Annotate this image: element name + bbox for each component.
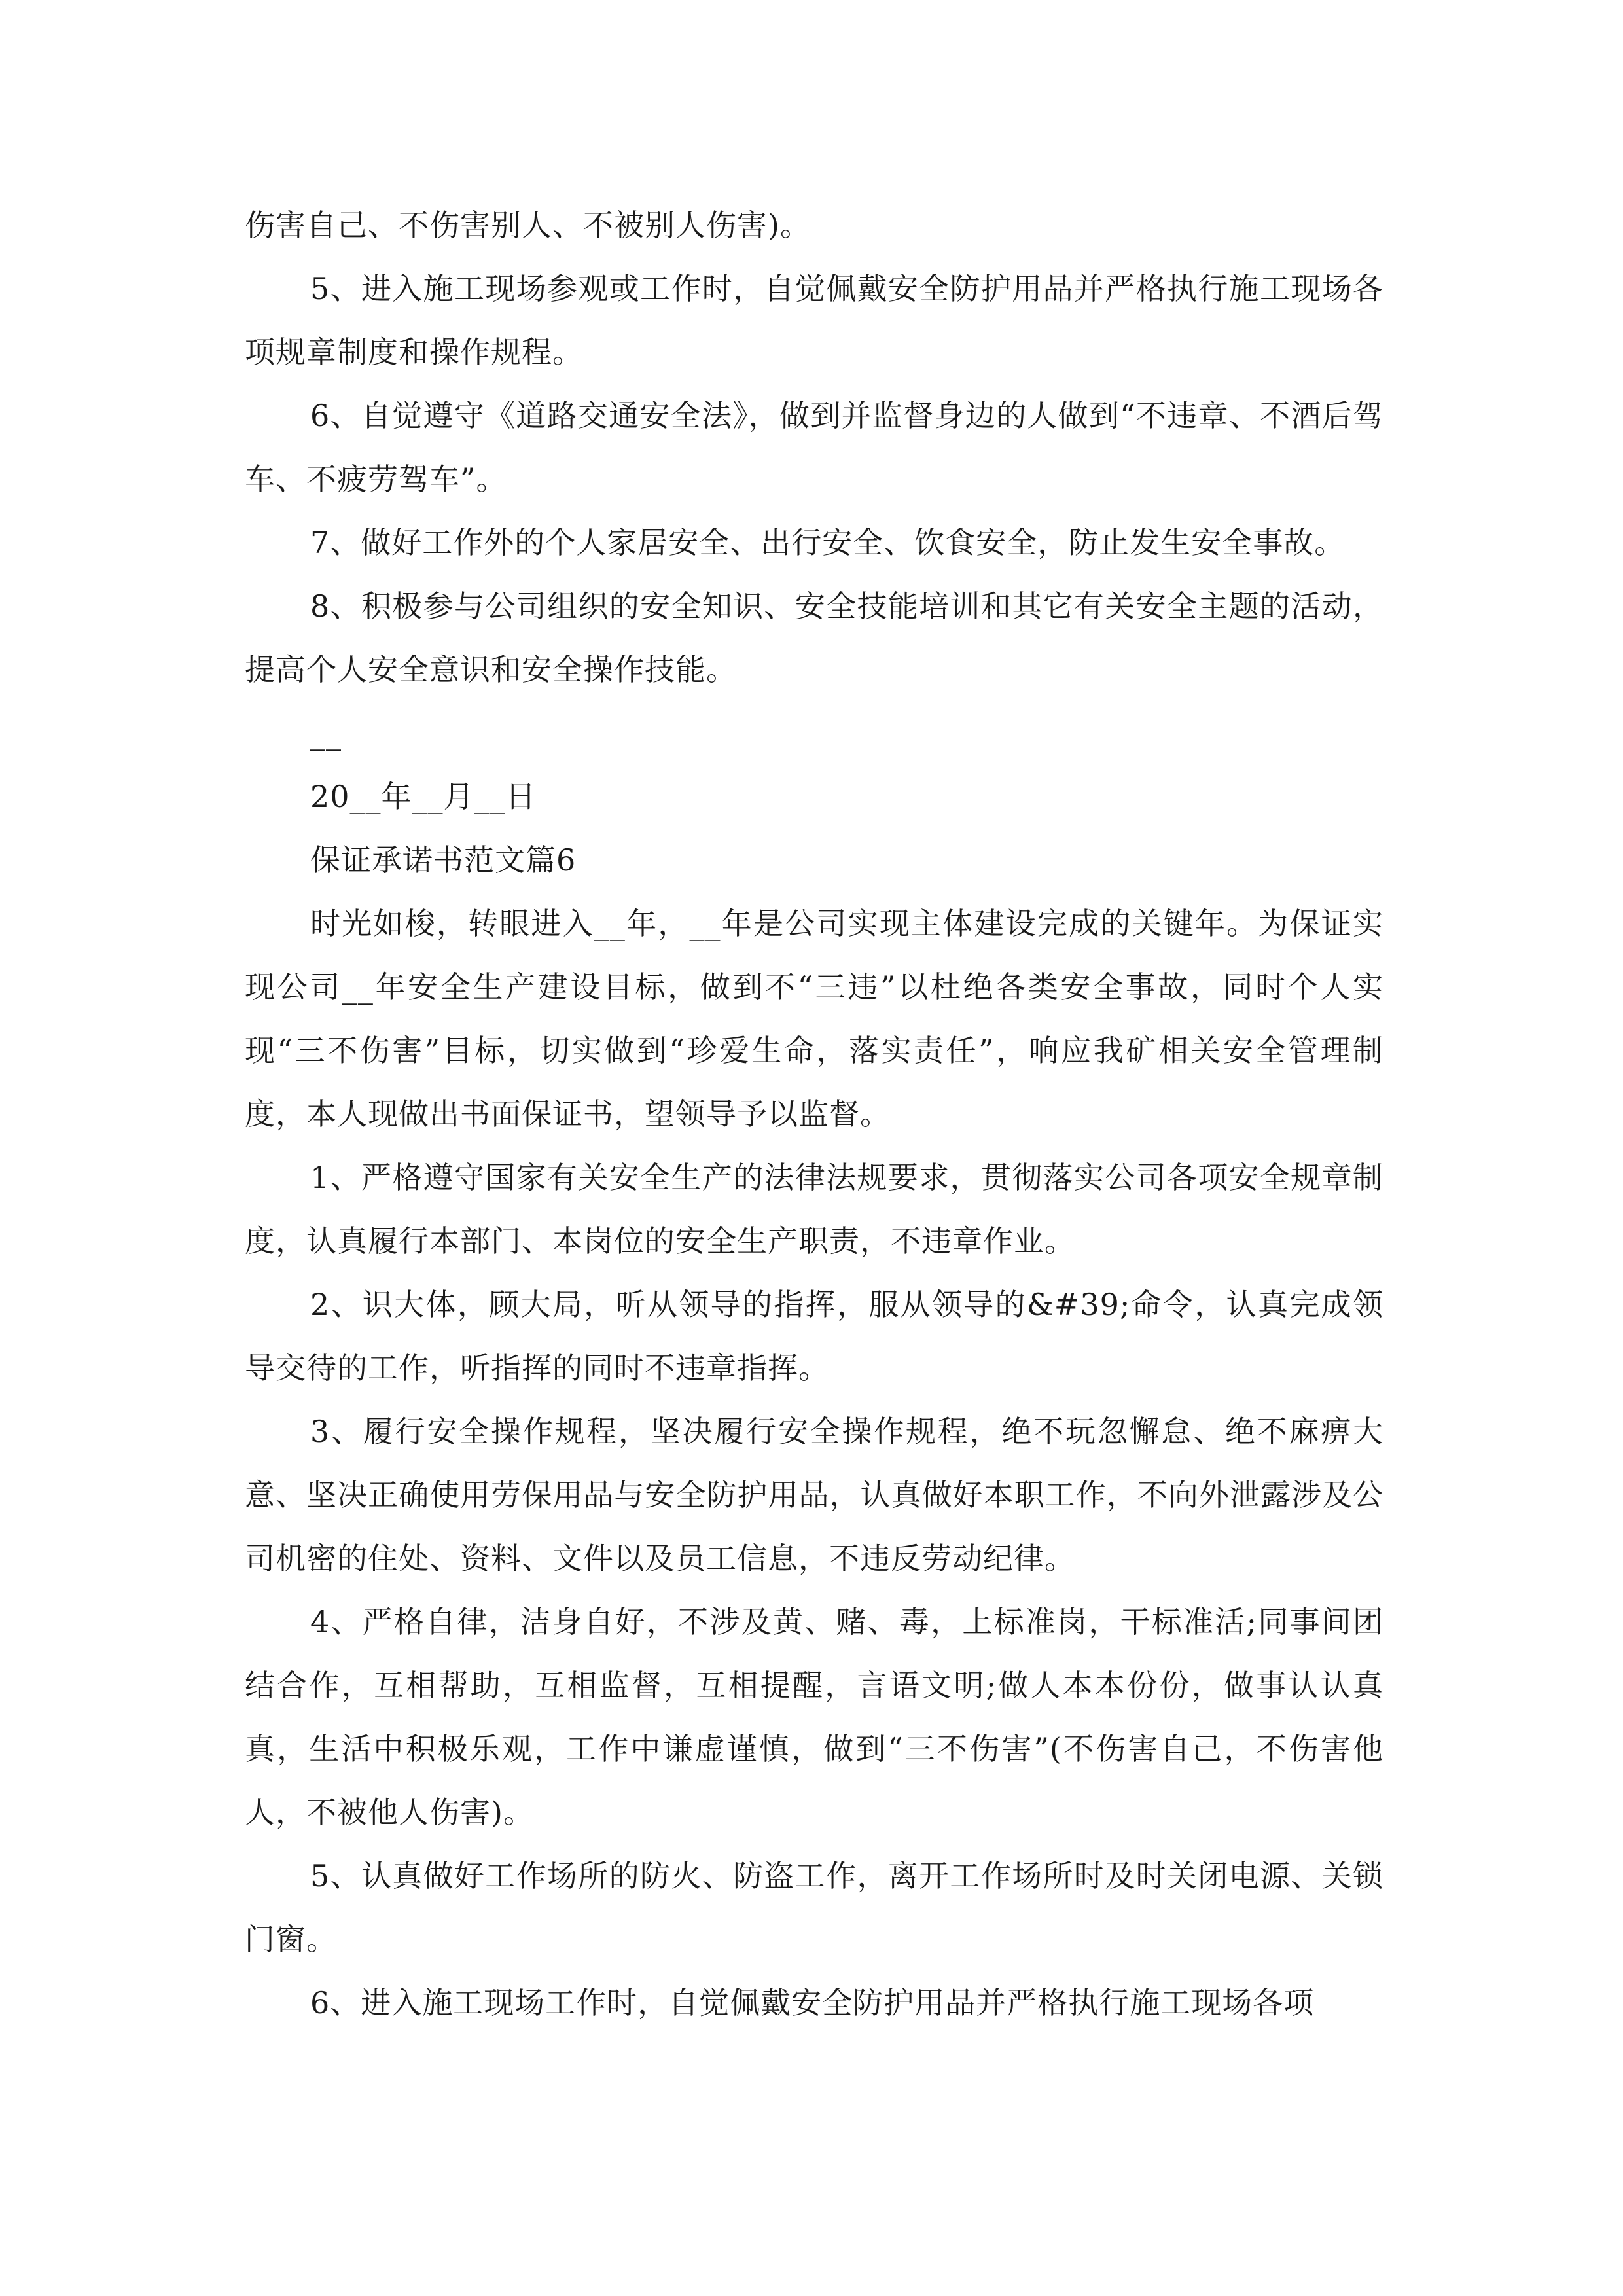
paragraph-item-3: 3、履行安全操作规程，坚决履行安全操作规程，绝不玩忽懈怠、绝不麻痹大意、坚决正确使用劳保用品与安全防护用品，认真做好本职工作，不向外泄露涉及公司机密的住处、资料、文件以及员工信息，不违反劳动纪律。 bbox=[245, 1414, 1383, 1576]
document-body bbox=[245, 194, 1383, 2035]
paragraph-item-5: 5、进入施工现场参观或工作时，自觉佩戴安全防护用品并严格执行施工现场各项规章制度和操作规程。 bbox=[245, 271, 1383, 370]
date-line: 20__年__月__日 bbox=[310, 779, 537, 814]
paragraph-item-6: 6、自觉遵守《道路交通安全法》，做到并监督身边的人做到“不违章、不酒后驾车、不疲劳驾车”。 bbox=[245, 398, 1383, 497]
paragraph-item-7: 7、做好工作外的个人家居安全、出行安全、饮食安全，防止发生安全事故。 bbox=[310, 525, 1346, 560]
paragraph-continuation: 伤害自己、不伤害别人、不被别人伤害)。 bbox=[245, 207, 811, 243]
paragraph-intro: 时光如梭，转眼进入__年，__年是公司实现主体建设完成的关键年。为保证实现公司__年安全生产建设目标，做到不“三违”以杜绝各类安全事故，同时个人实现“三不伤害”目标，切实做到“珍爱生命，落实责任”，响应我矿相关安全管理制度，本人现做出书面保证书，望领导予以监督。 bbox=[245, 906, 1383, 1132]
paragraph-item-2: 2、识大体，顾大局，听从领导的指挥，服从领导的&#39;命令，认真完成领导交待的工作，听指挥的同时不违章指挥。 bbox=[245, 1287, 1383, 1386]
paragraph-item-5b: 5、认真做好工作场所的防火、防盗工作，离开工作场所时及时关闭电源、关锁门窗。 bbox=[245, 1858, 1383, 1957]
paragraph-item-6b: 6、进入施工现场工作时，自觉佩戴安全防护用品并严格执行施工现场各项 bbox=[310, 1985, 1315, 2020]
paragraph-item-4: 4、严格自律，洁身自好，不涉及黄、赌、毒，上标准岗，干标准活;同事间团结合作，互相帮助，互相监督，互相提醒，言语文明;做人本本份份，做事认认真真，生活中积极乐观，工作中谦虚谨慎，做到“三不伤害”(不伤害自己，不伤害他人，不被他人伤害)。 bbox=[245, 1604, 1383, 1830]
signature-blank: __ bbox=[310, 715, 342, 751]
paragraph-item-1: 1、严格遵守国家有关安全生产的法律法规要求，贯彻落实公司各项安全规章制度，认真履行本部门、本岗位的安全生产职责，不违章作业。 bbox=[245, 1160, 1383, 1259]
section-title: 保证承诺书范文篇6 bbox=[310, 842, 577, 878]
paragraph-item-8: 8、积极参与公司组织的安全知识、安全技能培训和其它有关安全主题的活动，提高个人安全意识和安全操作技能。 bbox=[245, 588, 1383, 687]
